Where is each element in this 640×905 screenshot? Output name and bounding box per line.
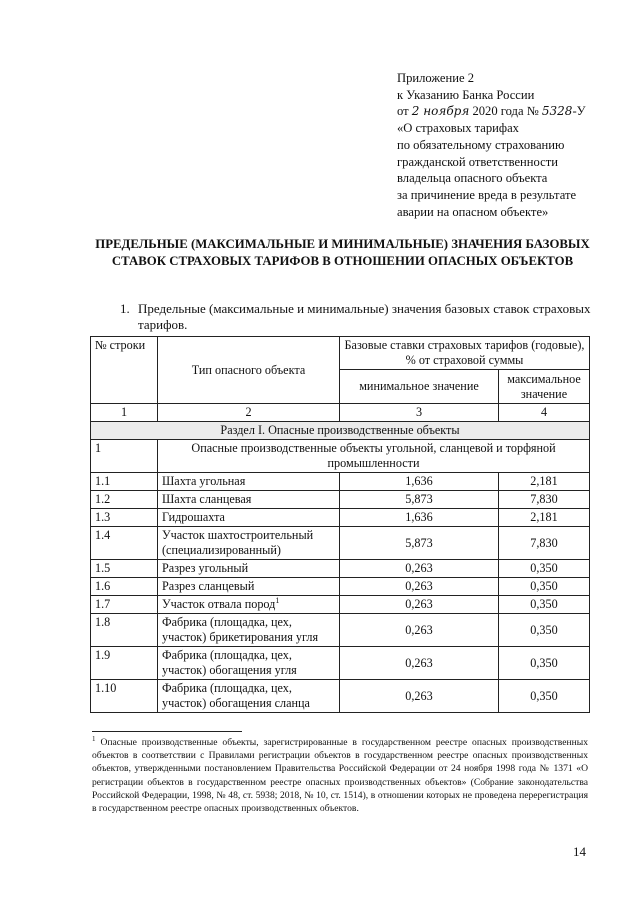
row-number: 1.5 [91,560,158,578]
table-row [91,527,590,560]
date-suffix: 2020 года № [472,104,539,119]
annex-subject-line: гражданской ответственности [397,154,558,169]
page-number: 14 [573,844,586,859]
annex-subject-line: по обязательному страхованию [397,137,565,152]
row-number: 1.3 [91,509,158,527]
col-number: 1 [91,404,158,422]
row-object-name: Участок отвала пород [162,597,276,611]
item-number: 1. [120,301,130,316]
row-min-value: 5,873 [340,527,499,560]
annex-subject-line: за причинение вреда в результате [397,187,577,202]
row-object-name: Шахта сланцевая [158,491,340,509]
row-max-value: 0,350 [499,560,590,578]
annex-subject-line: владельца опасного объекта [397,171,548,186]
header-row-no: № строки [91,337,158,404]
document-title: ПРЕДЕЛЬНЫЕ (МАКСИМАЛЬНЫЕ И МИНИМАЛЬНЫЕ) ЗНАЧЕНИЯ БАЗОВЫХ СТАВОК СТРАХОВЫХ ТАРИФОВ В ОТНОШЕНИИ ОПАСНЫХ ОБЪЕКТОВ [95,237,590,268]
footnote-text: Опасные производственные объекты, зарегистрированные в государственном реестре опасных производственных объектов в соответствии с Правилами регистрации объектов в государственном реестре опасных производственных объектов, утвержденными постановлением Правительства Российской Федерации от 24 ноября 1998 года № 1371 «О регистрации объектов в государственном реестре опасных производственных объектов» (Собрание законодательства Российской Федерации, 1998, № 48, ст. 5938; 2018, № 10, ст. 1514), в отношении которых не проведена перерегистрация в государственном реестре опасных производственных объектов. [92,737,588,815]
row-min-value: 0,263 [340,596,499,614]
row-number: 1.4 [91,527,158,560]
handwritten-date: 2 ноября [411,104,470,119]
table-row [91,560,590,578]
row-number: 1.7 [91,596,158,614]
col-number: 4 [499,404,590,422]
table-row [91,491,590,509]
annex-header [397,70,627,220]
footnote-divider [92,731,242,732]
row-min-value: 0,263 [340,614,499,647]
annex-date-line [397,103,627,120]
row-number: 1.1 [91,473,158,491]
table-row [91,596,590,614]
table-row [91,473,590,491]
rates-table [90,336,590,713]
row-object-name: Фабрика (площадка, цех, участок) обогащения сланца [158,680,340,713]
row-max-value: 0,350 [499,647,590,680]
row-max-value: 0,350 [499,596,590,614]
row-number: 1.8 [91,614,158,647]
row-max-value: 0,350 [499,614,590,647]
handwritten-number: 5328 [541,104,573,119]
group-row [91,440,590,473]
row-max-value: 7,830 [499,527,590,560]
table-row [91,647,590,680]
row-object-name: Разрез сланцевый [158,578,340,596]
row-object-name: Фабрика (площадка, цех, участок) обогащения угля [158,647,340,680]
row-max-value: 2,181 [499,473,590,491]
header-rates: Базовые ставки страховых тарифов (годовые), % от страховой суммы [340,337,590,370]
item-text: Предельные (максимальные и минимальные) значения базовых ставок страховых тарифов. [138,301,591,333]
footnote-ref: 1 [275,595,280,605]
row-min-value: 1,636 [340,509,499,527]
footnote-marker: 1 [92,734,96,743]
row-number: 1.9 [91,647,158,680]
annex-title: Приложение 2 [397,71,475,85]
table-row [91,578,590,596]
row-object-name: Участок шахтостроительный (специализированный) [158,527,340,560]
table-header-row [91,337,590,370]
row-max-value: 0,350 [499,578,590,596]
row-number: 1.2 [91,491,158,509]
row-object-name-cell [158,596,340,614]
annex-subject-line: аварии на опасном объекте» [397,204,549,219]
group-number: 1 [91,440,158,473]
row-min-value: 0,263 [340,680,499,713]
row-min-value: 5,873 [340,491,499,509]
row-max-value: 0,350 [499,680,590,713]
annex-directive: к Указанию Банка России [397,87,535,102]
row-min-value: 0,263 [340,647,499,680]
row-min-value: 1,636 [340,473,499,491]
number-suffix: -У [572,104,586,119]
header-max: максимальное значение [499,370,590,404]
col-number: 3 [340,404,499,422]
row-max-value: 2,181 [499,509,590,527]
row-number: 1.6 [91,578,158,596]
header-object-type: Тип опасного объекта [158,337,340,404]
row-object-name: Гидрошахта [158,509,340,527]
footnote [92,736,588,815]
section-row [91,422,590,440]
table-row [91,680,590,713]
row-min-value: 0,263 [340,560,499,578]
row-object-name: Шахта угольная [158,473,340,491]
table-row [91,614,590,647]
col-number: 2 [158,404,340,422]
annex-subject-line: «О страховых тарифах [397,121,519,136]
row-object-name: Разрез угольный [158,560,340,578]
section-title: Раздел I. Опасные производственные объекты [91,422,590,440]
header-min: минимальное значение [340,370,499,404]
row-number: 1.10 [91,680,158,713]
date-prefix: от [397,104,409,119]
table-row [91,509,590,527]
row-object-name: Фабрика (площадка, цех, участок) брикетирования угля [158,614,340,647]
row-max-value: 7,830 [499,491,590,509]
group-name: Опасные производственные объекты угольной, сланцевой и торфяной промышленности [158,440,590,473]
row-min-value: 0,263 [340,578,499,596]
column-number-row [91,404,590,422]
